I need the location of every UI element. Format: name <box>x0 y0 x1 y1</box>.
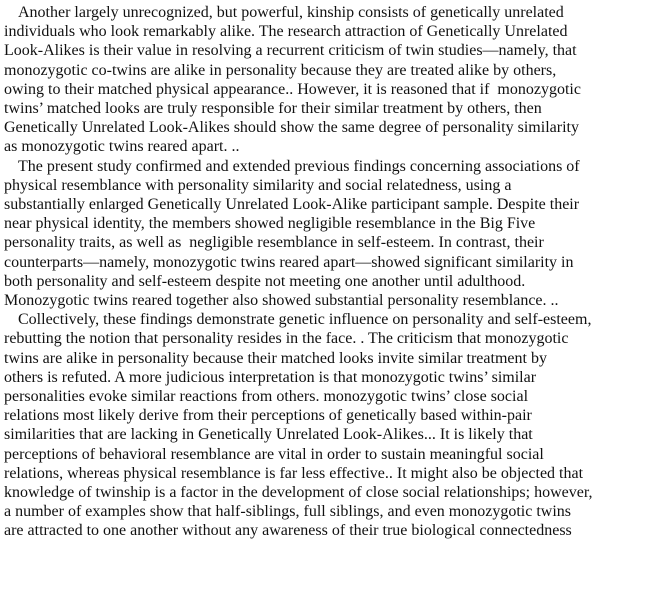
paragraph-1-line: Another largely unrecognized, but powerful, kinship consists of genetically unrelated <box>18 4 564 21</box>
paragraph-2-line: counterparts—namely, monozygotic twins reared apart—showed significant similarity in <box>4 253 574 271</box>
paragraph-1-line: individuals who look remarkably alike. The research attraction of Genetically Unrelated <box>4 23 568 41</box>
paragraph-3-line: rebutting the notion that personality resides in the face. . The criticism that monozygotic <box>4 330 569 348</box>
paragraph-3-line: are attracted to one another without any awareness of their true biological connectedness <box>4 522 572 540</box>
paragraph-3-line: twins are alike in personality because their matched looks invite similar treatment by <box>4 349 547 367</box>
paragraph-3-line: Collectively, these findings demonstrate genetic influence on personality and self-esteem, <box>18 311 592 329</box>
paragraph-1-line: Look-Alikes is their value in resolving a recurrent criticism of twin studies—namely, that <box>4 42 577 60</box>
paragraph-3-line: personalities evoke similar reactions from others. monozygotic twins’ close social <box>4 388 529 405</box>
paragraph-1-line: owing to their matched physical appearance.. However, it is reasoned that if monozygotic <box>4 80 581 98</box>
paragraph-2-line: physical resemblance with personality similarity and social relatedness, using a <box>4 176 512 194</box>
paragraph-3-line: similarities that are lacking in Genetically Unrelated Look-Alikes... It is likely that <box>4 426 533 444</box>
paragraph-2-line: substantially enlarged Genetically Unrelated Look-Alike participant sample. Despite their <box>4 196 580 213</box>
paragraph-1-line: twins’ matched looks are truly responsible for their similar treatment by others, then <box>4 100 542 117</box>
paragraph-2-line: near physical identity, the members showed negligible resemblance in the Big Five <box>4 215 536 233</box>
paragraph-3-line: relations most likely derive from their perceptions of genetically based within-pair <box>4 407 532 425</box>
paragraph-1-line: monozygotic co-twins are alike in personality because they are treated alike by others, <box>4 61 557 79</box>
paragraph-1-line: as monozygotic twins reared apart. .. <box>4 138 240 156</box>
paragraph-3-line: a number of examples show that half-siblings, full siblings, and even monozygotic twins <box>4 503 572 521</box>
paragraph-2-line: The present study confirmed and extended previous findings concerning associations of <box>18 157 580 175</box>
paragraph-2-line: personality traits, as well as negligible resemblance in self-esteem. In contrast, their <box>4 234 544 252</box>
paragraph-1-line: Genetically Unrelated Look-Alikes should show the same degree of personality similarity <box>4 119 579 137</box>
paragraph-2-line: both personality and self-esteem despite not meeting one another until adulthood. <box>4 272 526 290</box>
paragraph-3-line: others is refuted. A more judicious interpretation is that monozygotic twins’ similar <box>4 368 537 386</box>
paragraph-2-line: Monozygotic twins reared together also showed substantial personality resemblance. .. <box>4 292 559 309</box>
paragraph-3-line: knowledge of twinship is a factor in the development of close social relationships; however, <box>4 484 593 501</box>
paragraph-3-line: relations, whereas physical resemblance is far less effective.. It might also be objected that <box>4 464 584 482</box>
paragraph-3-line: perceptions of behavioral resemblance are vital in order to sustain meaningful social <box>4 445 544 463</box>
